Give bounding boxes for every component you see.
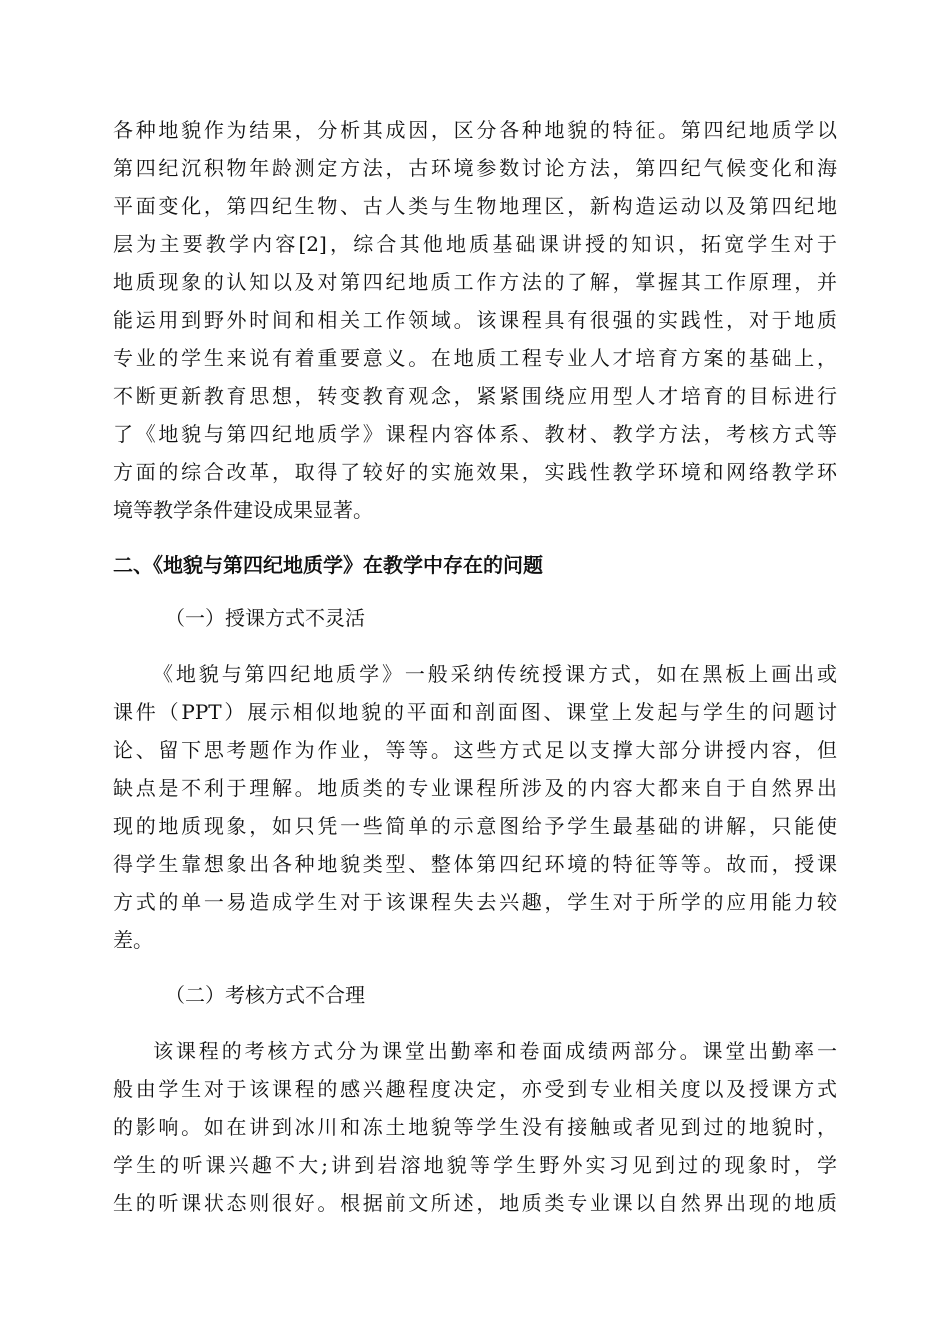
paragraph-teaching-method [113, 655, 837, 959]
paragraph-line: 《地貌与第四纪地质学》一般采纳传统授课方式，如在黑板上画出或 [153, 662, 837, 686]
paragraph-line: 般由学生对于该课程的感兴趣程度决定，亦受到专业相关度以及授课方式 [113, 1077, 837, 1101]
paragraph-line: 课件（PPT）展示相似地貌的平面和剖面图、课堂上发起与学生的问题讨 [113, 700, 837, 724]
paragraph-line: 方面的综合改革，取得了较好的实施效果，实践性教学环境和网络教学环 [113, 460, 837, 484]
subsection-heading-one: （一）授课方式不灵活 [165, 606, 365, 630]
paragraph-line: 能运用到野外时间和相关工作领域。该课程具有很强的实践性，对于地质 [113, 308, 837, 332]
paragraph-line: 论、留下思考题作为作业，等等。这些方式足以支撑大部分讲授内容，但 [113, 738, 837, 762]
paragraph-line: 不断更新教育思想，转变教育观念，紧紧围绕应用型人才培育的目标进行 [113, 384, 837, 408]
paragraph-line: 现的地质现象，如只凭一些简单的示意图给予学生最基础的讲解，只能使 [113, 814, 837, 838]
paragraph-top [113, 111, 837, 529]
section-heading: 二、《地貌与第四纪地质学》在教学中存在的问题 [113, 553, 543, 577]
paragraph-line: 地质现象的认知以及对第四纪地质工作方法的了解，掌握其工作原理，并 [113, 270, 837, 294]
paragraph-line: 的影响。如在讲到冰川和冻土地貌等学生没有接触或者见到过的地貌时， [113, 1115, 837, 1139]
paragraph-line: 该课程的考核方式分为课堂出勤率和卷面成绩两部分。课堂出勤率一 [153, 1039, 837, 1063]
paragraph-line: 差。 [113, 928, 153, 952]
paragraph-line: 专业的学生来说有着重要意义。在地质工程专业人才培育方案的基础上， [113, 346, 837, 370]
paragraph-line: 缺点是不利于理解。地质类的专业课程所涉及的内容大都来自于自然界出 [113, 776, 837, 800]
paragraph-line: 平面变化，第四纪生物、古人类与生物地理区，新构造运动以及第四纪地 [113, 194, 837, 218]
paragraph-line: 学生的听课兴趣不大;讲到岩溶地貌等学生野外实习见到过的现象时，学 [113, 1153, 837, 1177]
paragraph-line: 方式的单一易造成学生对于该课程失去兴趣，学生对于所学的应用能力较 [113, 890, 837, 914]
paragraph-line: 生的听课状态则很好。根据前文所述，地质类专业课以自然界出现的地质 [113, 1191, 837, 1215]
paragraph-line: 得学生靠想象出各种地貌类型、整体第四纪环境的特征等等。故而，授课 [113, 852, 837, 876]
paragraph-line: 各种地貌作为结果，分析其成因，区分各种地貌的特征。第四纪地质学以 [113, 118, 837, 142]
paragraph-line: 了《地貌与第四纪地质学》课程内容体系、教材、教学方法，考核方式等 [113, 422, 837, 446]
paragraph-line: 境等教学条件建设成果显著。 [113, 498, 373, 522]
paragraph-line: 第四纪沉积物年龄测定方法，古环境参数讨论方法，第四纪气候变化和海 [113, 156, 837, 180]
paragraph-line: 层为主要教学内容[2]，综合其他地质基础课讲授的知识，拓宽学生对于 [113, 232, 837, 256]
subsection-heading-two: （二）考核方式不合理 [165, 983, 365, 1007]
paragraph-assessment [113, 1032, 837, 1222]
